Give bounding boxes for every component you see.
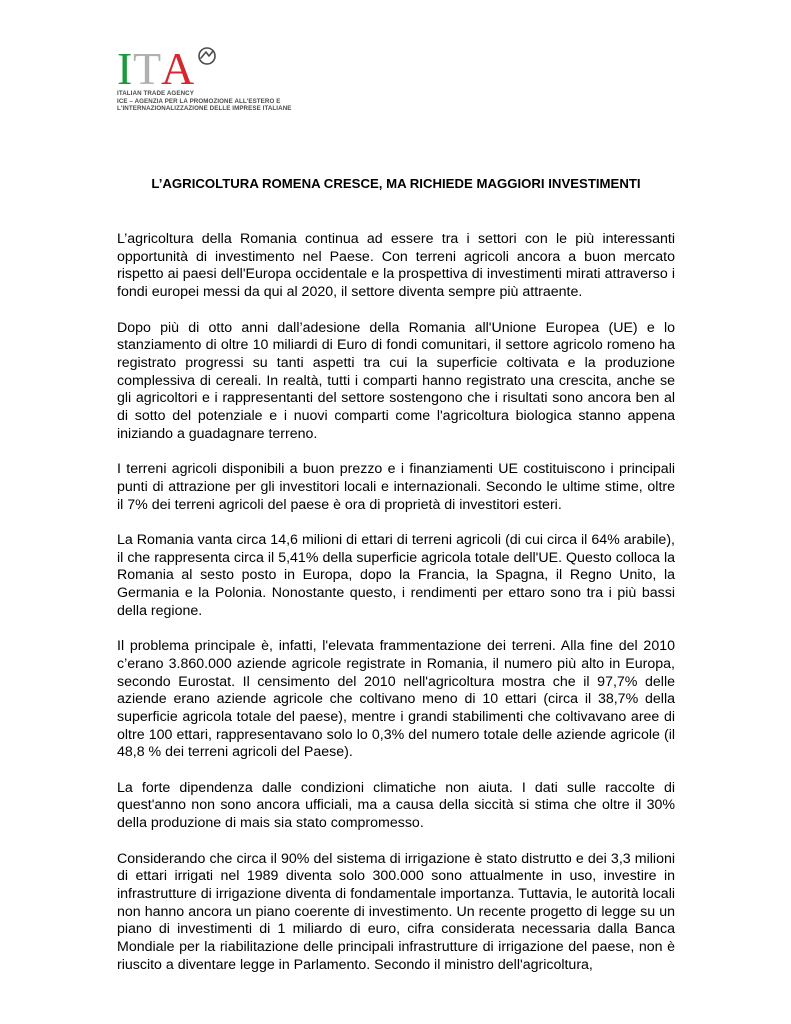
paragraph: La Romania vanta circa 14,6 milioni di ettari di terreni agricoli (di cui circa il 64% arabile), il che rappresenta circa il 5,41% della superficie agricola totale dell'UE. Questo colloca la Romania al sesto posto in Europa, dopo la Francia, la Spagna, il Regno Unito, la Germania e la Polonia. Nonostante questo, i rendimenti per ettaro sono tra i più bassi della regione.	[117, 531, 675, 619]
document-body	[117, 231, 675, 974]
svg-text:A: A	[161, 46, 195, 88]
svg-text:T: T	[133, 46, 162, 88]
paragraph: La forte dipendenza dalle condizioni climatiche non aiuta. I dati sulle raccolte di quest'anno non sono ancora ufficiali, ma a causa della siccità si stima che oltre il 30% della produzione di mais sia stato compromesso.	[117, 779, 675, 832]
logo-subtitle-line-1: ICE – AGENZIA PER LA PROMOZIONE ALL'ESTERO E	[117, 98, 281, 105]
paragraph: Dopo più di otto anni dall’adesione della Romania all'Unione Europea (UE) e lo stanziamento di oltre 10 miliardi di Euro di fondi comunitari, il settore agricolo romeno ha registrato progressi su tanti aspetti tra cui la superficie coltivata e la produzione complessiva di cereali. In realtà, tutti i comparti hanno registrato una crescita, anche se gli agricoltori e i rappresentanti del settore sostengono che i risultati sono ancora ben al di sotto del potenziale e i nuovi comparti come l'agricoltura biologica stanno appena iniziando a guadagnare terreno.	[117, 319, 675, 442]
logo-agency-name: ITALIAN TRADE AGENCY	[117, 90, 194, 97]
ita-logo-mark	[117, 46, 221, 88]
document-title: L’AGRICOLTURA ROMENA CRESCE, MA RICHIEDE MAGGIORI INVESTIMENTI	[151, 175, 641, 191]
paragraph: L’agricoltura della Romania continua ad essere tra i settori con le più interessanti opportunità di investimento nel Paese. Con terreni agricoli ancora a buon mercato rispetto ai paesi dell'Europa occidentale e la prospettiva di investimenti mirati attraverso i fondi europei messi da qui al 2020, il settore diventa sempre più attraente.	[117, 231, 675, 301]
ita-logo	[117, 46, 297, 116]
svg-text:I: I	[117, 46, 133, 88]
paragraph: Considerando che circa il 90% del sistema di irrigazione è stato distrutto e dei 3,3 milioni di ettari irrigati nel 1989 diventa solo 300.000 sono attualmente in uso, investire in infrastrutture di irrigazione diventa di fondamentale importanza. Tuttavia, le autorità locali non hanno ancora un piano coerente di investimento. Un recente progetto di legge su un piano di investimenti di 1 miliardo di euro, cifra considerata necessaria dalla Banca Mondiale per la riabilitazione delle principali infrastrutture di irrigazione del paese, non è riuscito a diventare legge in Parlamento. Secondo il ministro dell'agricoltura,	[117, 850, 675, 973]
paragraph: Il problema principale è, infatti, l'elevata frammentazione dei terreni. Alla fine del 2010 c’erano 3.860.000 aziende agricole registrate in Romania, il numero più alto in Europa, secondo Eurostat. Il censimento del 2010 nell'agricoltura mostra che il 97,7% delle aziende erano aziende agricole che coltivano meno di 10 ettari (circa il 38,7% della superficie agricola totale del paese), mentre i grandi stabilimenti che coltivavano aree di oltre 100 ettari, rappresentavano solo lo 0,3% del numero totale delle aziende agricole (il 48,8 % dei terreni agricoli del Paese).	[117, 638, 675, 761]
logo-subtitle-line-2: L'INTERNAZIONALIZZAZIONE DELLE IMPRESE ITALIANE	[117, 105, 292, 112]
paragraph: I terreni agricoli disponibili a buon prezzo e i finanziamenti UE costituiscono i principali punti di attrazione per gli investitori locali e internazionali. Secondo le ultime stime, oltre il 7% dei terreni agricoli del paese è ora di proprietà di investitori esteri.	[117, 461, 675, 513]
